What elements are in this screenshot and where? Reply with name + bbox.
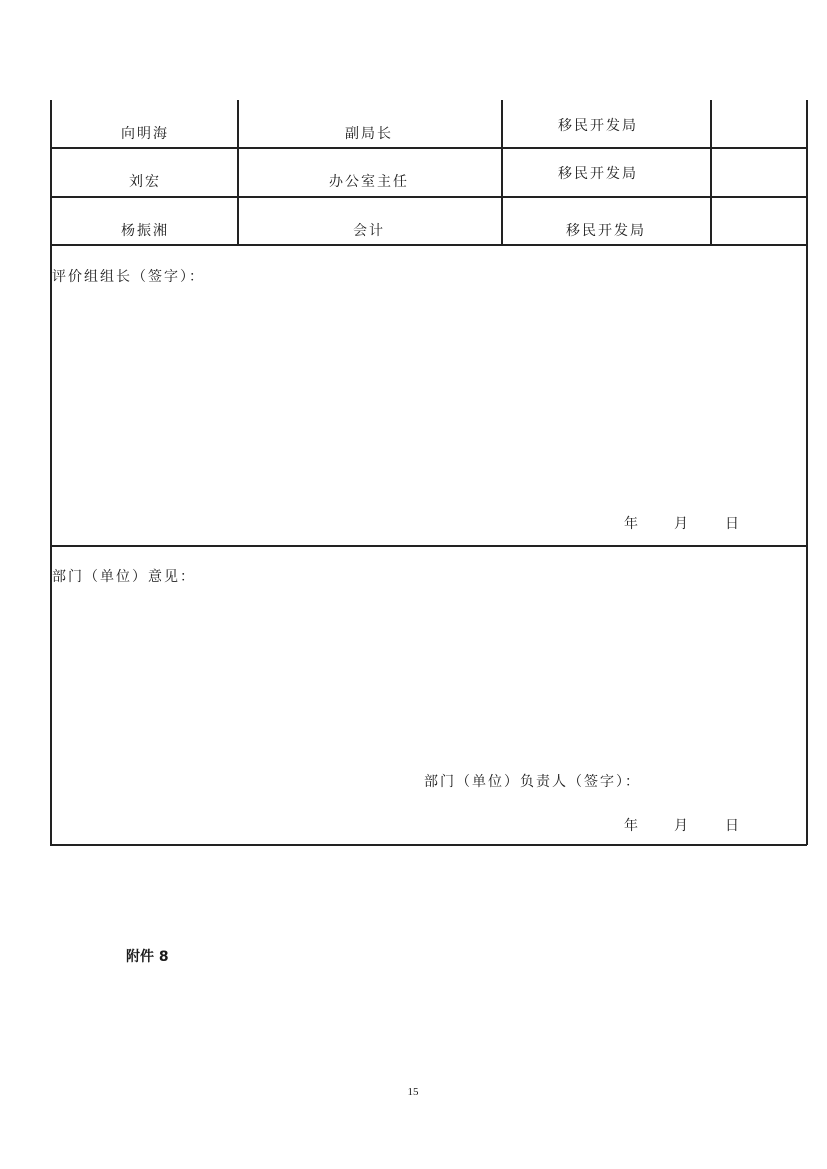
- dept-date-month: 月: [674, 818, 688, 834]
- dept-date-year: 年: [624, 818, 638, 834]
- member-unit: 移民开发局: [558, 166, 638, 182]
- leader-date-day: 日: [725, 516, 739, 532]
- member-unit: 移民开发局: [566, 223, 646, 239]
- leader-date-year: 年: [624, 516, 638, 532]
- member-position: 副局长: [345, 126, 393, 142]
- member-name: 向明海: [121, 126, 169, 142]
- member-name: 杨振湘: [121, 223, 169, 239]
- dept-date-day: 日: [725, 818, 739, 834]
- table-border-right: [806, 100, 808, 845]
- attachment-label: 附件 8: [126, 949, 169, 965]
- row-divider-3: [50, 244, 807, 246]
- table-border-left: [50, 100, 52, 845]
- page-number: 15: [407, 1086, 419, 1098]
- member-position: 办公室主任: [329, 174, 409, 190]
- column-divider-2: [501, 100, 503, 245]
- dept-opinion-label: 部门（单位）意见：: [52, 569, 196, 585]
- column-divider-3: [710, 100, 712, 245]
- dept-signer-label: 部门（单位）负责人（签字）：: [424, 774, 641, 790]
- column-divider-1: [237, 100, 239, 245]
- evaluation-form-table: [50, 100, 807, 845]
- section-divider: [50, 545, 807, 547]
- leader-signature-label: 评价组组长（签字）：: [52, 269, 205, 285]
- member-unit: 移民开发局: [558, 118, 638, 134]
- row-divider-2: [50, 196, 807, 198]
- leader-date-month: 月: [674, 516, 688, 532]
- member-name: 刘宏: [129, 174, 161, 190]
- table-border-bottom: [50, 844, 807, 846]
- member-position: 会计: [353, 223, 385, 239]
- row-divider-1: [50, 147, 807, 149]
